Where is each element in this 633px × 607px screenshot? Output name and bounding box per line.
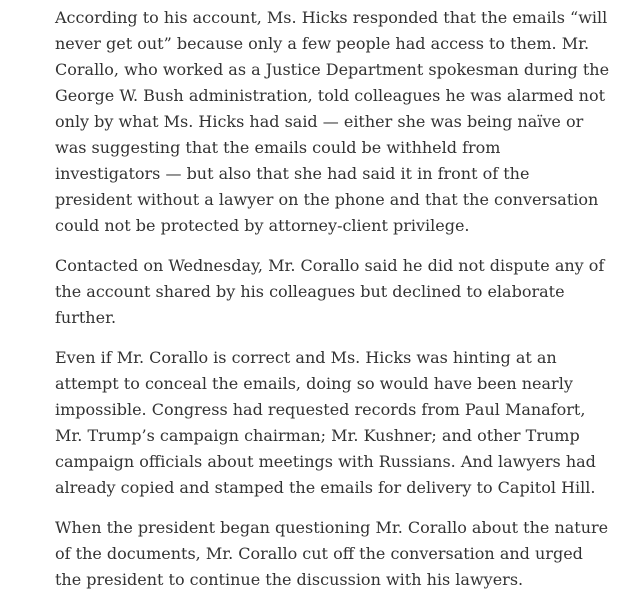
article-body xyxy=(55,5,610,607)
paragraph-conceal-emails: Even if Mr. Corallo is correct and Ms. Hicks was hinting at an attempt to conceal the emails, doing so would have been nearly impossible. Congress had requested records from Paul Manafort, Mr. Trump’s campaign chairman; Mr. Kushner; and other Trump campaign officials about meetings with Russians. And lawyers had already copied and stamped the emails for delivery to Capitol Hill. xyxy=(55,348,596,497)
paragraph-president-questioning: When the president began questioning Mr. Corallo about the nature of the documents, Mr. Corallo cut off the conversation and urged the president to continue the discussion with his lawyers. xyxy=(55,518,609,589)
paragraph-hicks-account: According to his account, Ms. Hicks responded that the emails “will never get out” because only a few people had access to them. Mr. Corallo, who worked as a Justice Department spokesman during the George W. Bush administration, told colleagues he was alarmed not only by what Ms. Hicks had said — either she was being naïve or was suggesting that the emails could be withheld from investigators — but also that she had said it in front of the president without a lawyer on the phone and that the conversation could not be protected by attorney-client privilege. xyxy=(55,8,610,235)
paragraph-corallo-contacted: Contacted on Wednesday, Mr. Corallo said he did not dispute any of the account shared by his colleagues but declined to elaborate further. xyxy=(55,256,605,327)
